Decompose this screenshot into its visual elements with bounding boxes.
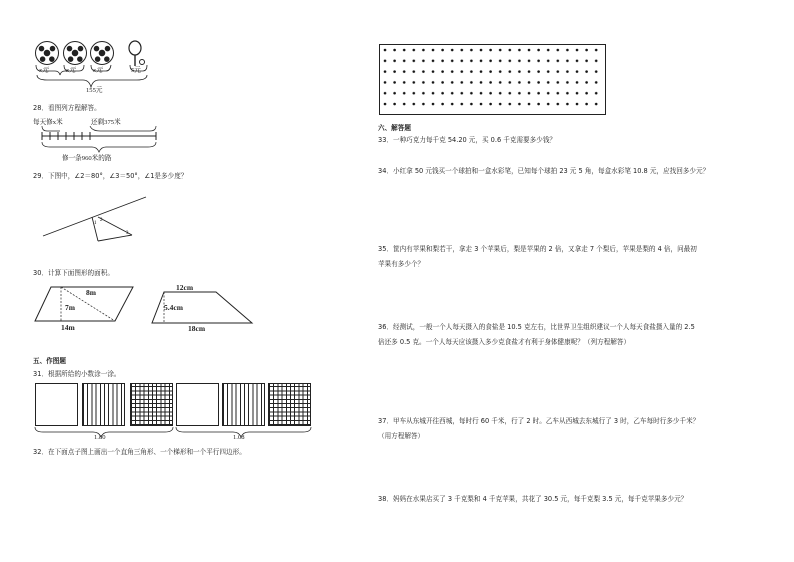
angle-diagram	[40, 194, 150, 244]
total-price-label: 155元	[86, 87, 103, 94]
decimal-value-1: 1.80	[94, 434, 106, 441]
trapezoid-bottom-label: 18cm	[188, 324, 206, 333]
ball-price-label: x元	[66, 67, 76, 74]
hundredths-square-1[interactable]	[130, 383, 173, 426]
blank-square-1[interactable]	[35, 383, 78, 426]
question-37-line-1: 37．甲车从东城开往西城，每时行 60 千米，行了 2 时。乙车从西城去东城行了 3 时，乙车每时行多少千米？	[378, 417, 700, 425]
ball-price-label: x元	[93, 67, 103, 74]
angle-3-label: 3	[126, 231, 129, 236]
ball-price-label: x元	[39, 67, 49, 74]
question-35-line-2: 苹果有多少个？	[378, 260, 425, 268]
decimal-value-2: 1.08	[233, 434, 245, 441]
section-5-heading: 五、作图题	[33, 357, 66, 365]
road-total-label: 修一条960米的路	[62, 155, 112, 162]
dot-grid	[380, 45, 604, 113]
question-37-line-2: （用方程解答）	[378, 432, 425, 440]
question-38: 38．妈妈在水果店买了 3 千克梨和 4 千克苹果，共花了 30.5 元，每千克梨 3.5 元，每千克苹果多少元？	[378, 495, 688, 503]
parallelogram-height-label: 7m	[65, 303, 75, 312]
question-36-line-1: 36．经测试，一般一个人每天摄入的食盐是 10.5 克左右，比世界卫生组织建议一个人每天食盐摄入量的 2.5	[378, 323, 695, 331]
question-35-line-1: 35．筐内有苹果和梨若干，拿走 3 个苹果后，梨是苹果的 2 倍，又拿走 7 个梨后，苹果是梨的 4 倍，问最初	[378, 245, 697, 253]
angle-2-label: 2	[100, 218, 103, 223]
section-6-heading: 六、解答题	[378, 124, 411, 132]
parallelogram-side-label: 8m	[86, 288, 96, 297]
angle-1-label: 1	[94, 221, 97, 226]
soccer-ball-icon	[35, 41, 59, 65]
question-30-title: 30．计算下面图形的面积。	[33, 269, 114, 277]
question-28-title: 28．看图列方程解答。	[33, 104, 101, 112]
trapezoid-top-label: 12cm	[176, 283, 194, 292]
soccer-ball-icon	[63, 41, 87, 65]
question-34: 34．小红拿 50 元钱买一个球拍和一盒水彩笔，已知每个球拍 23 元 5 角，每盒水彩笔 10.8 元，应找回多少元？	[378, 167, 710, 175]
parallelogram-base-label: 14m	[61, 323, 75, 332]
racket-price-label: 5元	[131, 67, 141, 74]
segment-lines	[40, 126, 160, 156]
question-36-line-2: 倍还多 0.5 克。一个人每天应该摄入多少克食盐才有利于身体健康呢？（列方程解答）	[378, 338, 631, 346]
tenths-square-1[interactable]	[82, 383, 125, 426]
blank-square-2[interactable]	[176, 383, 219, 426]
question-31-title: 31．根据所给的小数涂一涂。	[33, 370, 121, 378]
q31-braces	[33, 427, 315, 441]
parallelogram-figure	[33, 283, 137, 335]
question-33: 33．一种巧克力每千克 54.20 元，买 0.6 千克需要多少钱？	[378, 136, 557, 144]
remaining-length-label: 还剩375米	[91, 119, 121, 126]
tenths-square-2[interactable]	[222, 383, 265, 426]
daily-length-label: 每天修x米	[33, 119, 63, 126]
hundredths-square-2[interactable]	[268, 383, 311, 426]
soccer-ball-icon	[90, 41, 114, 65]
question-32-title: 32．在下面点子图上画出一个直角三角形、一个梯形和一个平行四边形。	[33, 448, 246, 456]
question-29-title: 29．下图中，∠2＝80°，∠3＝50°，∠1是多少度？	[33, 172, 188, 180]
trapezoid-height-label: 5.4cm	[164, 303, 183, 312]
dot-grid-panel[interactable]	[379, 44, 606, 115]
